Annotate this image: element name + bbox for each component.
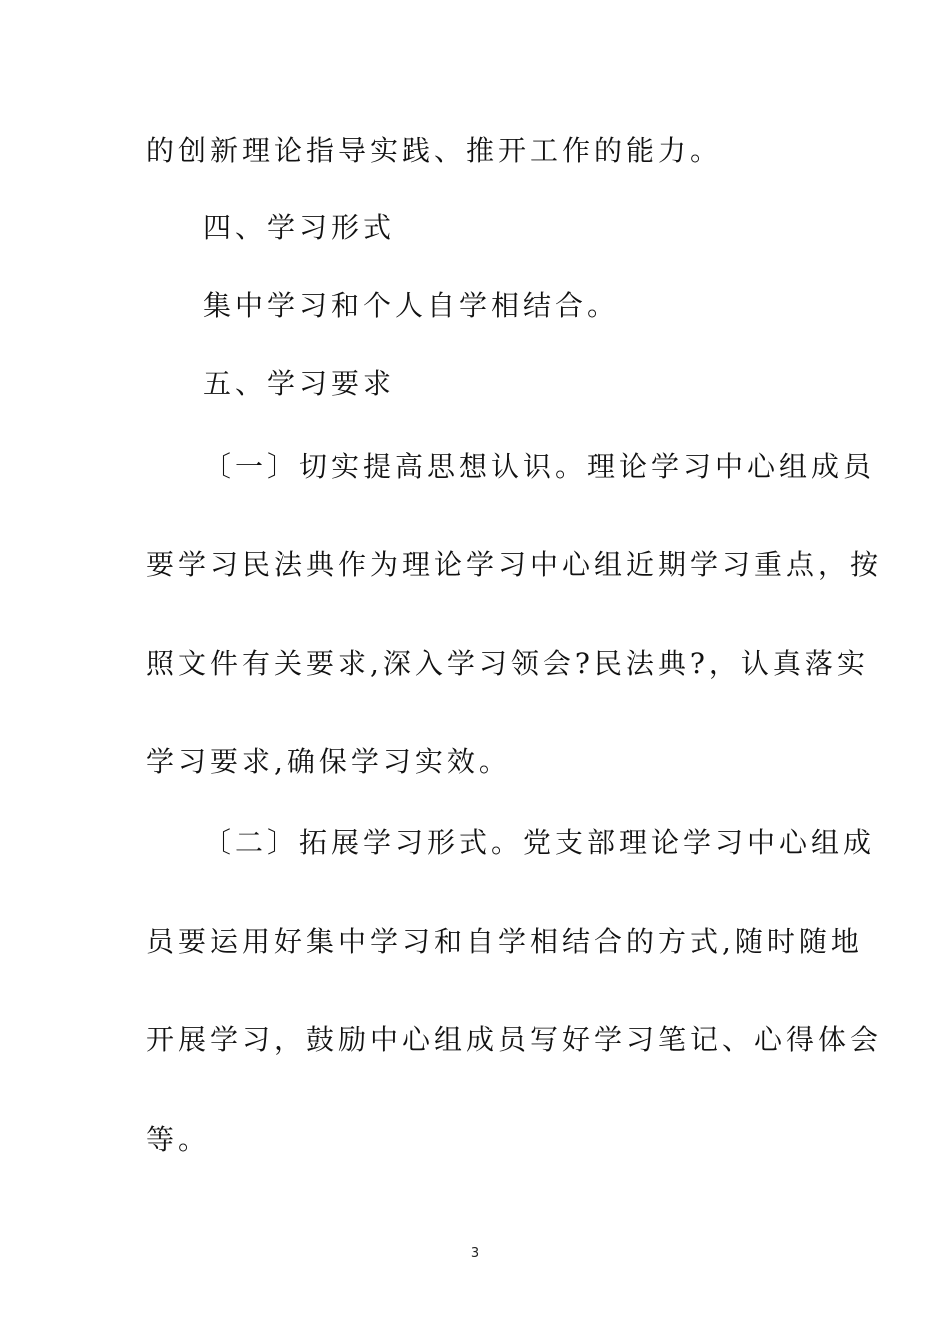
paragraph-line: 〔一〕切实提高思想认识。理论学习中心组成员 bbox=[203, 450, 876, 483]
paragraph-line: 照文件有关要求,深入学习领会?民法典?，认真落实 bbox=[146, 647, 869, 680]
paragraph-line: 集中学习和个人自学相结合。 bbox=[203, 289, 620, 322]
page-number: 3 bbox=[470, 1246, 480, 1261]
section-heading-5: 五、学习要求 bbox=[203, 367, 396, 400]
paragraph-line: 等。 bbox=[146, 1123, 211, 1156]
paragraph-line: 的创新理论指导实践、推开工作的能力。 bbox=[146, 134, 723, 167]
paragraph-line: 学习要求,确保学习实效。 bbox=[146, 745, 511, 778]
section-heading-4: 四、学习形式 bbox=[203, 211, 396, 244]
paragraph-line: 员要运用好集中学习和自学相结合的方式,随时随地 bbox=[146, 925, 863, 958]
paragraph-line: 要学习民法典作为理论学习中心组近期学习重点，按 bbox=[146, 548, 883, 581]
paragraph-line: 〔二〕拓展学习形式。党支部理论学习中心组成 bbox=[203, 826, 876, 859]
paragraph-line: 开展学习，鼓励中心组成员写好学习笔记、心得体会 bbox=[146, 1023, 883, 1056]
